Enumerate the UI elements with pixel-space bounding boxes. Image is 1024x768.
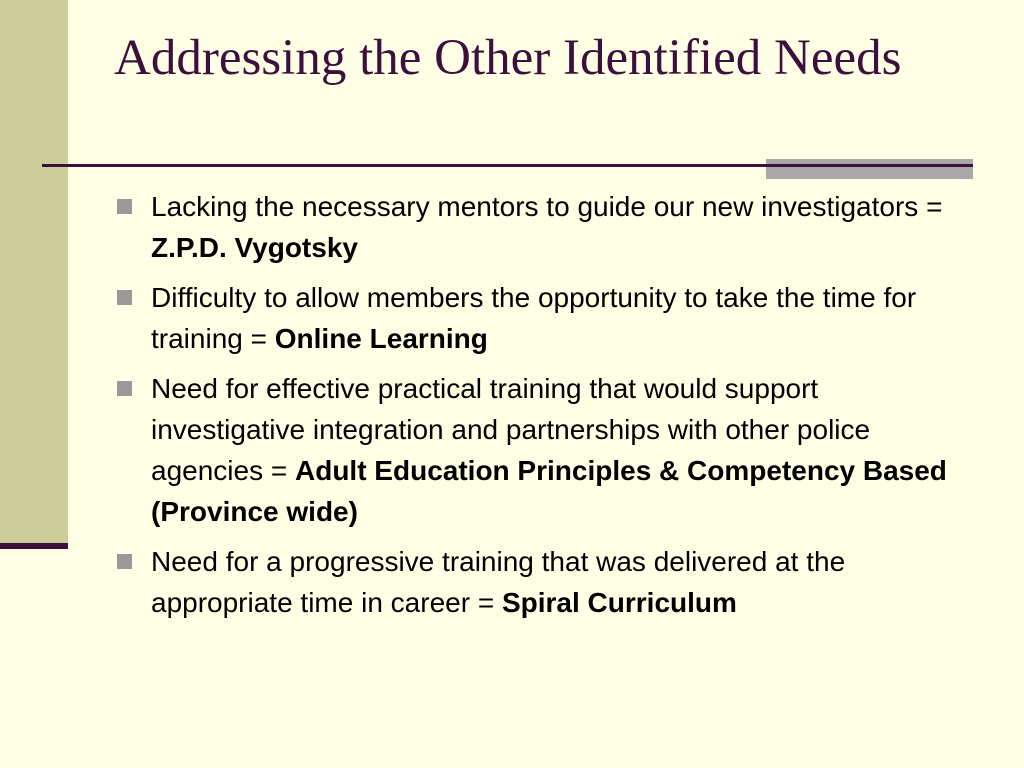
slide-title: Addressing the Other Identified Needs [114,30,902,86]
gray-accent-bar-top [766,159,973,164]
bullet-emphasis: Adult Education Principles & Competency Based (Province wide) [151,455,947,527]
sidebar-accent-bar [0,543,68,549]
bullet-text: Lacking the necessary mentors to guide our new investigators = Z.P.D. Vygotsky [151,191,943,263]
bullet-emphasis: Spiral Curriculum [501,587,737,618]
bullet-list [114,186,974,632]
bullet-emphasis: Online Learning [274,323,488,354]
bullet-item-mentors [114,186,974,268]
bullet-text: Need for a progressive training that was delivered at the appropriate time in career = Spiral Curriculum [151,546,846,618]
square-bullet-icon [117,554,132,569]
bullet-item-training-time [114,277,974,359]
bullet-emphasis: Z.P.D. Vygotsky [151,232,358,263]
bullet-text: Need for effective practical training that would support investigative integration and partnerships with other police agencies = Adult Education Principles & Competency Based (Province wide) [151,373,947,527]
square-bullet-icon [117,199,132,214]
sidebar-decoration [0,0,68,543]
bullet-item-practical-training [114,368,974,532]
bullet-text: Difficulty to allow members the opportunity to take the time for training = Online Learning [151,282,917,354]
gray-accent-bar-bottom [766,167,973,179]
square-bullet-icon [117,381,132,396]
square-bullet-icon [117,290,132,305]
bullet-item-progressive-training [114,541,974,623]
